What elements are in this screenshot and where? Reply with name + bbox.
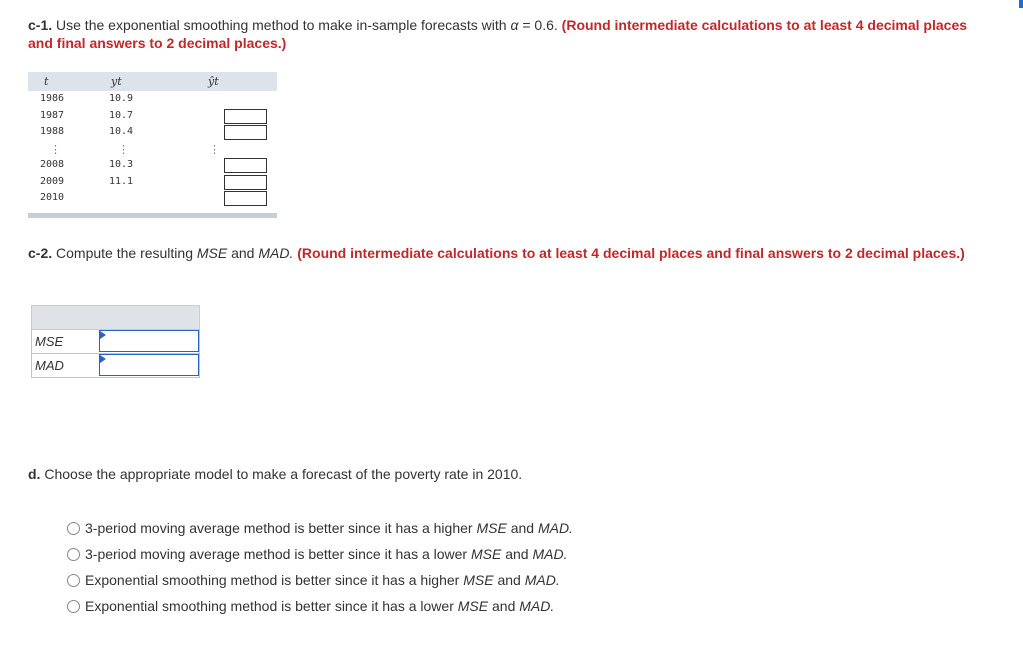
radio-button[interactable]: [67, 574, 80, 587]
value-cell: 10.4: [109, 126, 134, 137]
option-mad: MAD.: [524, 572, 560, 588]
mad-term: MAD.: [258, 245, 294, 261]
radio-button[interactable]: [67, 548, 80, 561]
option-mse: MSE: [463, 572, 494, 588]
forecast-input-1987[interactable]: [224, 109, 267, 124]
option-and: and: [497, 572, 521, 588]
header-t: t: [44, 75, 49, 88]
ellipsis-yhat: ⋮: [209, 142, 220, 156]
metric-row-mse: [31, 330, 200, 354]
value-cell: 10.9: [109, 93, 134, 104]
option-1[interactable]: [67, 515, 573, 541]
option-and: and: [492, 598, 516, 614]
option-mad: MAD.: [519, 598, 555, 614]
option-mad: MAD.: [532, 546, 568, 562]
year-cell: 1988: [40, 126, 65, 137]
question-d-label: d.: [28, 466, 41, 482]
header-yhat: ŷt: [208, 75, 219, 88]
metrics-table: [31, 305, 200, 378]
year-cell: 1987: [40, 109, 65, 121]
answer-options: [67, 515, 573, 619]
forecast-table: [28, 72, 277, 218]
value-cell: 11.1: [109, 175, 134, 187]
mse-input[interactable]: [99, 330, 199, 352]
radio-button[interactable]: [67, 600, 80, 613]
forecast-input-2010[interactable]: [224, 191, 267, 206]
ellipsis-t: ⋮: [50, 142, 61, 156]
question-c2-text: Compute the resulting: [56, 245, 193, 261]
mse-term: MSE: [196, 245, 228, 261]
value-cell: 10.7: [109, 109, 134, 121]
option-text: 3-period moving average method is better since it has a lower: [85, 546, 468, 562]
question-c1-text: Use the exponential smoothing method to make in-sample forecasts with: [56, 17, 507, 33]
mse-label: MSE: [35, 334, 64, 349]
year-cell: 2008: [40, 159, 65, 170]
option-4[interactable]: [67, 593, 573, 619]
option-mad: MAD.: [537, 520, 573, 536]
year-cell: 2009: [40, 175, 65, 187]
year-cell: 2010: [40, 192, 65, 203]
option-2[interactable]: [67, 541, 573, 567]
year-cell: 1986: [40, 93, 65, 104]
question-c2-label: c-2.: [28, 245, 53, 261]
alpha-value: = 0.6.: [522, 17, 558, 33]
metrics-table-header: [31, 305, 200, 330]
alpha-symbol: α: [510, 17, 519, 33]
mad-input[interactable]: [99, 354, 199, 376]
option-and: and: [505, 546, 529, 562]
table-row: [28, 124, 277, 141]
option-3[interactable]: [67, 567, 573, 593]
option-mse: MSE: [470, 546, 502, 562]
table-row: [28, 108, 277, 125]
option-text: Exponential smoothing method is better since it has a lower: [85, 598, 454, 614]
table-row: [28, 91, 277, 108]
mad-label: MAD: [35, 358, 64, 373]
table-footer-bar: [28, 213, 277, 218]
option-text: 3-period moving average method is better since it has a higher: [85, 520, 473, 536]
option-text: Exponential smoothing method is better since it has a higher: [85, 572, 460, 588]
forecast-input-2008[interactable]: [224, 158, 267, 173]
forecast-input-1988[interactable]: [224, 125, 267, 140]
header-y: yt: [111, 75, 122, 88]
option-mse: MSE: [457, 598, 489, 614]
forecast-input-2009[interactable]: [224, 175, 267, 190]
question-d: [28, 465, 522, 483]
question-d-text: Choose the appropriate model to make a forecast of the poverty rate in 2010.: [44, 466, 523, 482]
question-c1: [28, 16, 988, 52]
question-c2: [28, 244, 988, 262]
question-c1-round-note: (Round intermediate calculations to at least 4 decimal places and final answers to 2 decimal places.): [28, 17, 968, 51]
table-row: [28, 190, 277, 207]
table-row: [28, 157, 277, 174]
and-word: and: [231, 245, 255, 261]
value-cell: 10.3: [109, 159, 134, 170]
input-marker-icon: [100, 331, 106, 339]
radio-button[interactable]: [67, 522, 80, 535]
table-row: [28, 174, 277, 191]
question-c1-label: c-1.: [28, 17, 53, 33]
metric-row-mad: [31, 354, 200, 378]
table-row-ellipsis: [28, 141, 277, 158]
input-marker-icon: [100, 355, 106, 363]
option-and: and: [510, 520, 535, 536]
option-mse: MSE: [476, 520, 507, 536]
ellipsis-y: ⋮: [118, 142, 129, 156]
question-c2-round-note: (Round intermediate calculations to at least 4 decimal places and final answers to 2 decimal places.): [297, 245, 965, 261]
forecast-table-header: [28, 72, 277, 91]
scroll-indicator: [1019, 0, 1023, 8]
